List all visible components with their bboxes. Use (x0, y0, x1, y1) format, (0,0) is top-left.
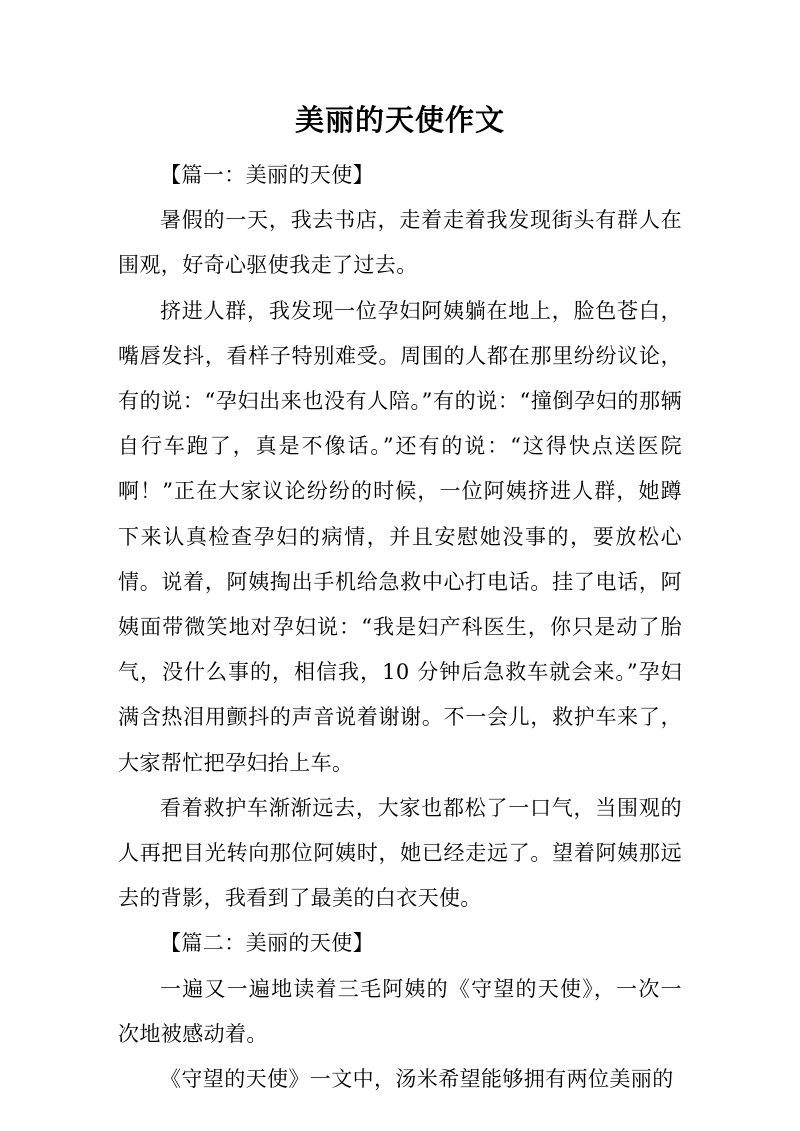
paragraph: 《守望的天使》一文中，汤米希望能够拥有两位美丽的 (160, 1067, 674, 1092)
paragraph: 挤进人群，我发现一位孕妇阿姨躺在地上，脸色苍白，嘴唇发抖，看样子特别难受。周围的人都在那里纷纷议论，有的说：“孕妇出来也没有人陪。”有的说：“撞倒孕妇的那辆自行车跑了，真是不像话。”还有的说：“这得快点送医院啊！”正在大家议论纷纷的时候，一位阿姨挤进人群，她蹲下来认真检查孕妇的病情，并且安慰她没事的，要放松心情。说着，阿姨掏出手机给急救中心打电话。挂了电话，阿姨面带微笑地对孕妇说：“我是妇产科医生，你只是动了胎气，没什么事的，相信我，10 分钟后急救车就会来。”孕妇满含热泪用颤抖的声音说着谢谢。不一会儿，救护车来了，大家帮忙把孕妇抬上车。 (118, 298, 682, 775)
paragraph: 一遍又一遍地读着三毛阿姨的《守望的天使》，一次一次地被感动着。 (118, 976, 682, 1046)
section-heading-1: 【篇一：美丽的天使】 (160, 163, 374, 187)
document-title: 美丽的天使作文 (294, 103, 505, 137)
section-heading-2: 【篇二：美丽的天使】 (160, 931, 374, 956)
paragraph: 看着救护车渐渐远去，大家也都松了一口气，当围观的人再把目光转向那位阿姨时，她已经走远了。望着阿姨那远去的背影，我看到了最美的白衣天使。 (118, 795, 682, 911)
document-body (118, 153, 682, 1102)
paragraph: 暑假的一天，我去书店，走着走着我发现街头有群人在围观，好奇心驱使我走了过去。 (118, 208, 682, 278)
